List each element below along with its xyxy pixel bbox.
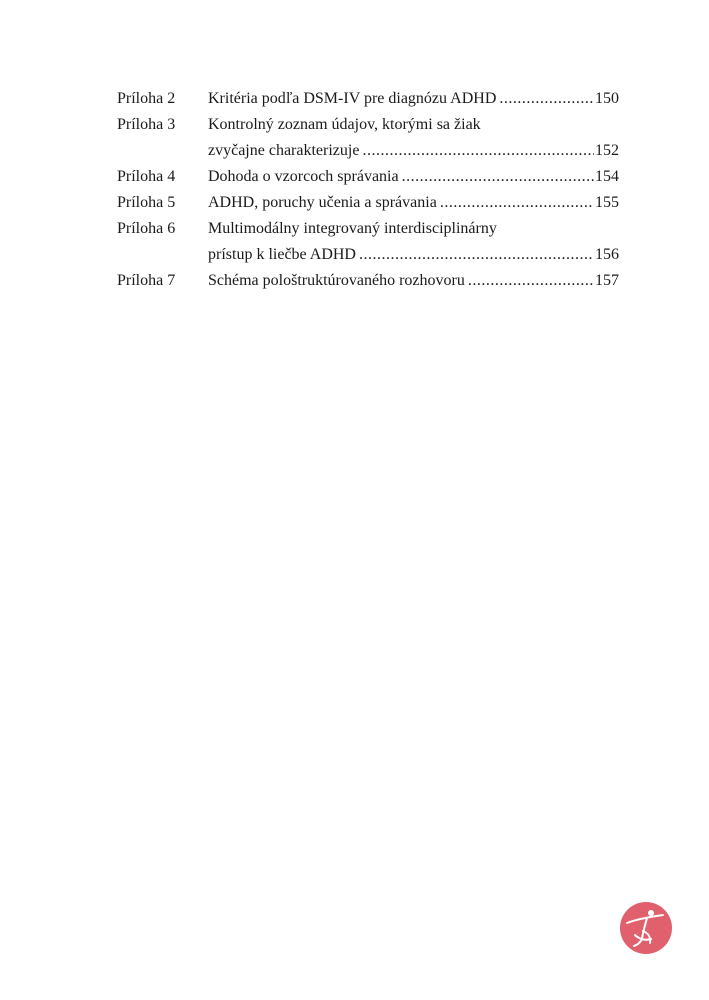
toc-leader-dots xyxy=(440,190,594,216)
toc-leader-dots xyxy=(362,138,594,164)
toc-entry-line xyxy=(208,112,619,138)
toc-entry-page: 155 xyxy=(595,194,619,211)
toc-entry-line xyxy=(208,268,619,294)
toc-entry-line xyxy=(208,86,619,112)
toc-entry-page: 154 xyxy=(595,168,619,185)
toc-entry-body xyxy=(208,268,619,294)
toc-entry-priloha-3[interactable] xyxy=(117,112,619,164)
toc-entry-priloha-5[interactable] xyxy=(117,190,619,216)
toc-entry-title: Kontrolný zoznam údajov, ktorými sa žiak xyxy=(208,116,481,133)
toc-entry-line xyxy=(208,216,619,242)
toc-entry-priloha-6[interactable] xyxy=(117,216,619,268)
toc-entry-page: 156 xyxy=(595,246,619,263)
toc-entry-body xyxy=(208,112,619,164)
toc-entry-title: Kritéria podľa DSM-IV pre diagnózu ADHD xyxy=(208,90,497,107)
toc-entry-label: Príloha 2 xyxy=(117,90,176,107)
toc-entry-line xyxy=(208,242,619,268)
toc-entry-body xyxy=(208,190,619,216)
toc-entry-title-continued: prístup k liečbe ADHD xyxy=(208,246,356,263)
table-of-contents xyxy=(117,86,619,294)
toc-entry-title: Multimodálny integrovaný interdisciplinárny xyxy=(208,220,497,237)
toc-entry-body xyxy=(208,216,619,268)
toc-leader-dots xyxy=(359,242,594,268)
toc-entry-page: 150 xyxy=(595,90,619,107)
toc-entry-label: Príloha 7 xyxy=(117,272,176,289)
toc-entry-page: 157 xyxy=(595,272,619,289)
toc-leader-dots xyxy=(468,268,594,294)
toc-entry-line xyxy=(208,138,619,164)
toc-entry-title: Schéma pološtruktúrovaného rozhovoru xyxy=(208,272,465,289)
toc-entry-label: Príloha 3 xyxy=(117,116,176,133)
toc-entry-priloha-4[interactable] xyxy=(117,164,619,190)
toc-entry-title: Dohoda o vzorcoch správania xyxy=(208,168,399,185)
logo-head xyxy=(648,910,654,916)
toc-entry-line xyxy=(208,190,619,216)
toc-entry-page: 152 xyxy=(595,142,619,159)
toc-entry-label: Príloha 5 xyxy=(117,194,176,211)
toc-entry-title-continued: zvyčajne charakterizuje xyxy=(208,142,360,159)
logo-circle xyxy=(620,902,672,954)
toc-entry-label: Príloha 4 xyxy=(117,168,176,185)
toc-leader-dots xyxy=(499,86,594,112)
toc-entry-body xyxy=(208,164,619,190)
toc-entry-title: ADHD, poruchy učenia a správania xyxy=(208,194,437,211)
toc-entry-priloha-7[interactable] xyxy=(117,268,619,294)
toc-entry-body xyxy=(208,86,619,112)
publisher-logo-icon xyxy=(619,901,673,955)
toc-leader-dots xyxy=(402,164,594,190)
toc-entry-label: Príloha 6 xyxy=(117,220,176,237)
toc-entry-priloha-2[interactable] xyxy=(117,86,619,112)
toc-entry-line xyxy=(208,164,619,190)
